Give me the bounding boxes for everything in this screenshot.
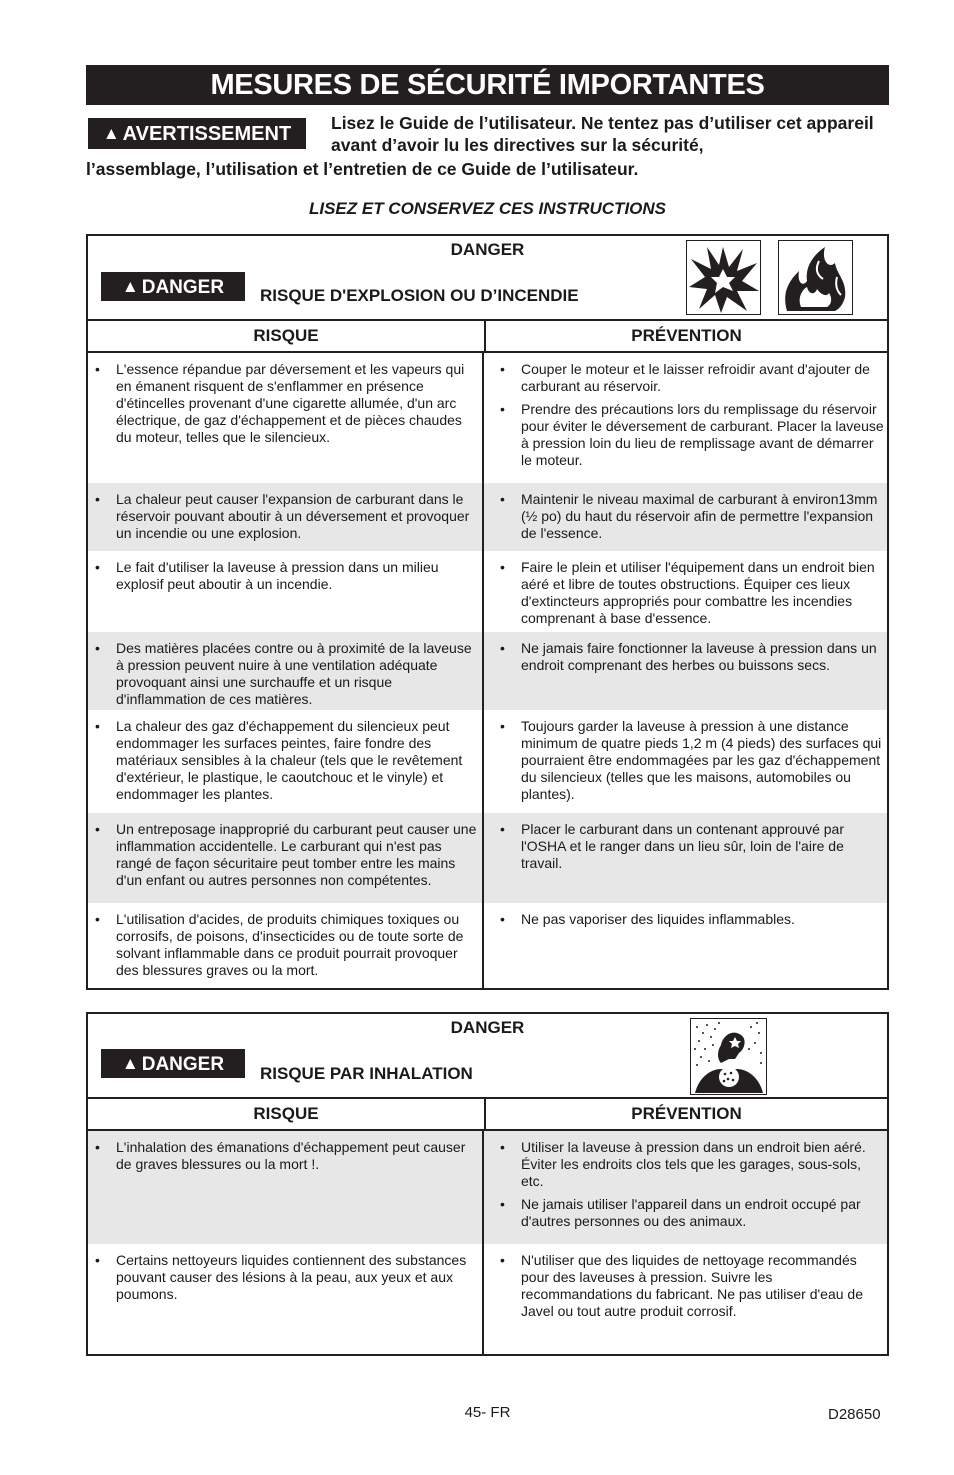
risk-prevention-table	[88, 1131, 887, 1354]
table-row	[88, 813, 887, 903]
hazard-name: RISQUE D'EXPLOSION OU D’INCENDIE	[260, 286, 579, 305]
explosion-icon	[686, 240, 761, 315]
page-title: MESURES DE SÉCURITÉ IMPORTANTES	[86, 65, 889, 105]
danger-title: DANGER	[450, 240, 525, 259]
bullet-item: • Maintenir le niveau maximal de carburant à environ13mm (½ po) du haut du réservoir afin de permettre l'expansion de l'essence.	[498, 491, 887, 542]
risk-cell	[88, 813, 484, 903]
prevention-column-header: PRÉVENTION	[631, 1104, 742, 1123]
document-code: D28650	[828, 1406, 881, 1423]
table-row	[88, 632, 887, 710]
risk-cell	[88, 551, 484, 632]
prevention-cell	[484, 483, 887, 551]
hazard-name: RISQUE PAR INHALATION	[260, 1064, 473, 1083]
warning-badge	[88, 118, 306, 149]
danger-title: DANGER	[450, 1018, 525, 1037]
prevention-cell	[484, 813, 887, 903]
read-and-keep-notice: LISEZ ET CONSERVEZ CES INSTRUCTIONS	[308, 199, 667, 218]
table-row	[88, 1131, 887, 1244]
warning-text-continued: l’assemblage, l’utilisation et l’entretien de ce Guide de l’utilisateur.	[86, 159, 639, 179]
risk-cell	[88, 903, 484, 988]
risk-cell	[88, 353, 484, 483]
danger-badge	[101, 1049, 245, 1078]
inhalation-hazard-icon	[690, 1018, 767, 1095]
prevention-cell	[484, 1244, 887, 1354]
bullet-item: • L'essence répandue par déversement et les vapeurs qui en émanent risquent de s'enflammer en présence d'étincelles provenant d'une cigarette allumée, d'un arc électrique, de gaz d'échappement et de pièces chaudes du moteur, telles que le silencieux.	[93, 361, 478, 446]
table-row	[88, 551, 887, 632]
bullet-item: • Des matières placées contre ou à proximité de la laveuse à pression peuvent nuire à une ventilation adéquate provoquant ainsi une surchauffe et un risque d'inflammation de ces matières.	[93, 640, 478, 708]
risk-cell	[88, 632, 484, 710]
prevention-cell	[484, 710, 887, 813]
page-number: 45- FR	[464, 1404, 511, 1421]
bullet-item: • Ne pas vaporiser des liquides inflammables.	[498, 911, 887, 928]
table-row	[88, 710, 887, 813]
risk-cell	[88, 710, 484, 813]
prevention-cell	[484, 551, 887, 632]
explosion-fire-danger-box	[86, 234, 889, 990]
box-header	[88, 236, 887, 321]
danger-badge	[101, 272, 245, 301]
risk-cell	[88, 483, 484, 551]
warning-triangle-icon: ▲	[102, 124, 120, 143]
bullet-item: • Couper le moteur et le laisser refroidir avant d'ajouter de carburant au réservoir.	[498, 361, 887, 395]
bullet-item: • Un entreposage inapproprié du carburant peut causer une inflammation accidentelle. Le carburant qui n'est pas rangé de façon sécuritaire peut tomber entre les mains d'un enfant ou autres personnes non compétentes.	[93, 821, 478, 889]
fire-icon	[778, 240, 853, 315]
box-header	[88, 1014, 887, 1099]
bullet-item: • Ne jamais faire fonctionner la laveuse à pression dans un endroit comprenant des herbes ou buissons secs.	[498, 640, 887, 674]
risk-prevention-table	[88, 353, 887, 988]
bullet-item: • L'inhalation des émanations d'échappement peut causer de graves blessures ou la mort !.	[93, 1139, 478, 1173]
bullet-item: • Prendre des précautions lors du remplissage du réservoir pour éviter le déversement de carburant. Placer la laveuse à pression loin du lieu de remplissage avant de démarrer le moteur.	[498, 401, 887, 469]
bullet-item: • La chaleur peut causer l'expansion de carburant dans le réservoir pouvant aboutir à un déversement et provoquer un incendie ou une explosion.	[93, 491, 478, 542]
column-headers	[88, 1099, 887, 1131]
risk-cell	[88, 1244, 484, 1354]
bullet-item: • Placer le carburant dans un contenant approuvé par l'OSHA et le ranger dans un lieu sûr, loin de l'aire de travail.	[498, 821, 887, 872]
column-headers	[88, 321, 887, 353]
bullet-item: • Ne jamais utiliser l'appareil dans un endroit occupé par d'autres personnes ou des animaux.	[498, 1196, 887, 1230]
bullet-item: • N'utiliser que des liquides de nettoyage recommandés pour des laveuses à pression. Suivre les recommandations du fabricant. Ne pas utiliser d'eau de Javel ou tout autre produit corrosif.	[498, 1252, 887, 1320]
warning-badge-label: AVERTISSEMENT	[122, 123, 292, 145]
bullet-item: • L'utilisation d'acides, de produits chimiques toxiques ou corrosifs, de poisons, d'insecticides ou de toute sorte de solvant inflammable dans ce produit pourrait provoquer des blessures graves ou la mort.	[93, 911, 478, 979]
bullet-item: • Le fait d'utiliser la laveuse à pression dans un milieu explosif peut aboutir à un incendie.	[93, 559, 478, 593]
risk-cell	[88, 1131, 484, 1244]
table-row	[88, 903, 887, 988]
warning-triangle-icon: ▲	[121, 277, 139, 296]
inhalation-danger-box	[86, 1012, 889, 1356]
prevention-cell	[484, 1131, 887, 1244]
table-row	[88, 353, 887, 483]
prevention-column-header: PRÉVENTION	[631, 326, 742, 345]
bullet-item: • La chaleur des gaz d'échappement du silencieux peut endommager les surfaces peintes, faire fondre des matériaux sensibles à la chaleur (tels que le revêtement d'extérieur, le plastique, le caoutchouc et le vinyle) et endommager les plantes.	[93, 718, 478, 803]
bullet-item: • Utiliser la laveuse à pression dans un endroit bien aéré. Éviter les endroits clos tels que les garages, sous-sols, etc.	[498, 1139, 887, 1190]
prevention-cell	[484, 903, 887, 988]
bullet-item: • Toujours garder la laveuse à pression à une distance minimum de quatre pieds 1,2 m (4 pieds) des surfaces qui pourraient être endommagées par les gaz d'échappement du silencieux (telles que les maisons, automobiles ou plantes).	[498, 718, 887, 803]
danger-badge-label: DANGER	[141, 1054, 225, 1075]
table-row	[88, 1244, 887, 1354]
warning-triangle-icon: ▲	[121, 1054, 139, 1073]
risk-column-header: RISQUE	[88, 1099, 486, 1129]
danger-badge-label: DANGER	[141, 277, 225, 298]
bullet-item: • Certains nettoyeurs liquides contiennent des substances pouvant causer des lésions à la peau, aux yeux et aux poumons.	[93, 1252, 478, 1303]
bullet-item: • Faire le plein et utiliser l'équipement dans un endroit bien aéré et libre de toutes obstructions. Équiper ces lieux d'extincteurs appropriés pour combattre les incendies comprenant à base d'essence.	[498, 559, 887, 627]
table-row	[88, 483, 887, 551]
risk-column-header: RISQUE	[88, 321, 486, 351]
prevention-cell	[484, 632, 887, 710]
warning-text: Lisez le Guide de l’utilisateur. Ne tentez pas d’utiliser cet appareil avant d’avoir lu les directives sur la sécurité,	[331, 113, 874, 155]
prevention-cell	[484, 353, 887, 483]
